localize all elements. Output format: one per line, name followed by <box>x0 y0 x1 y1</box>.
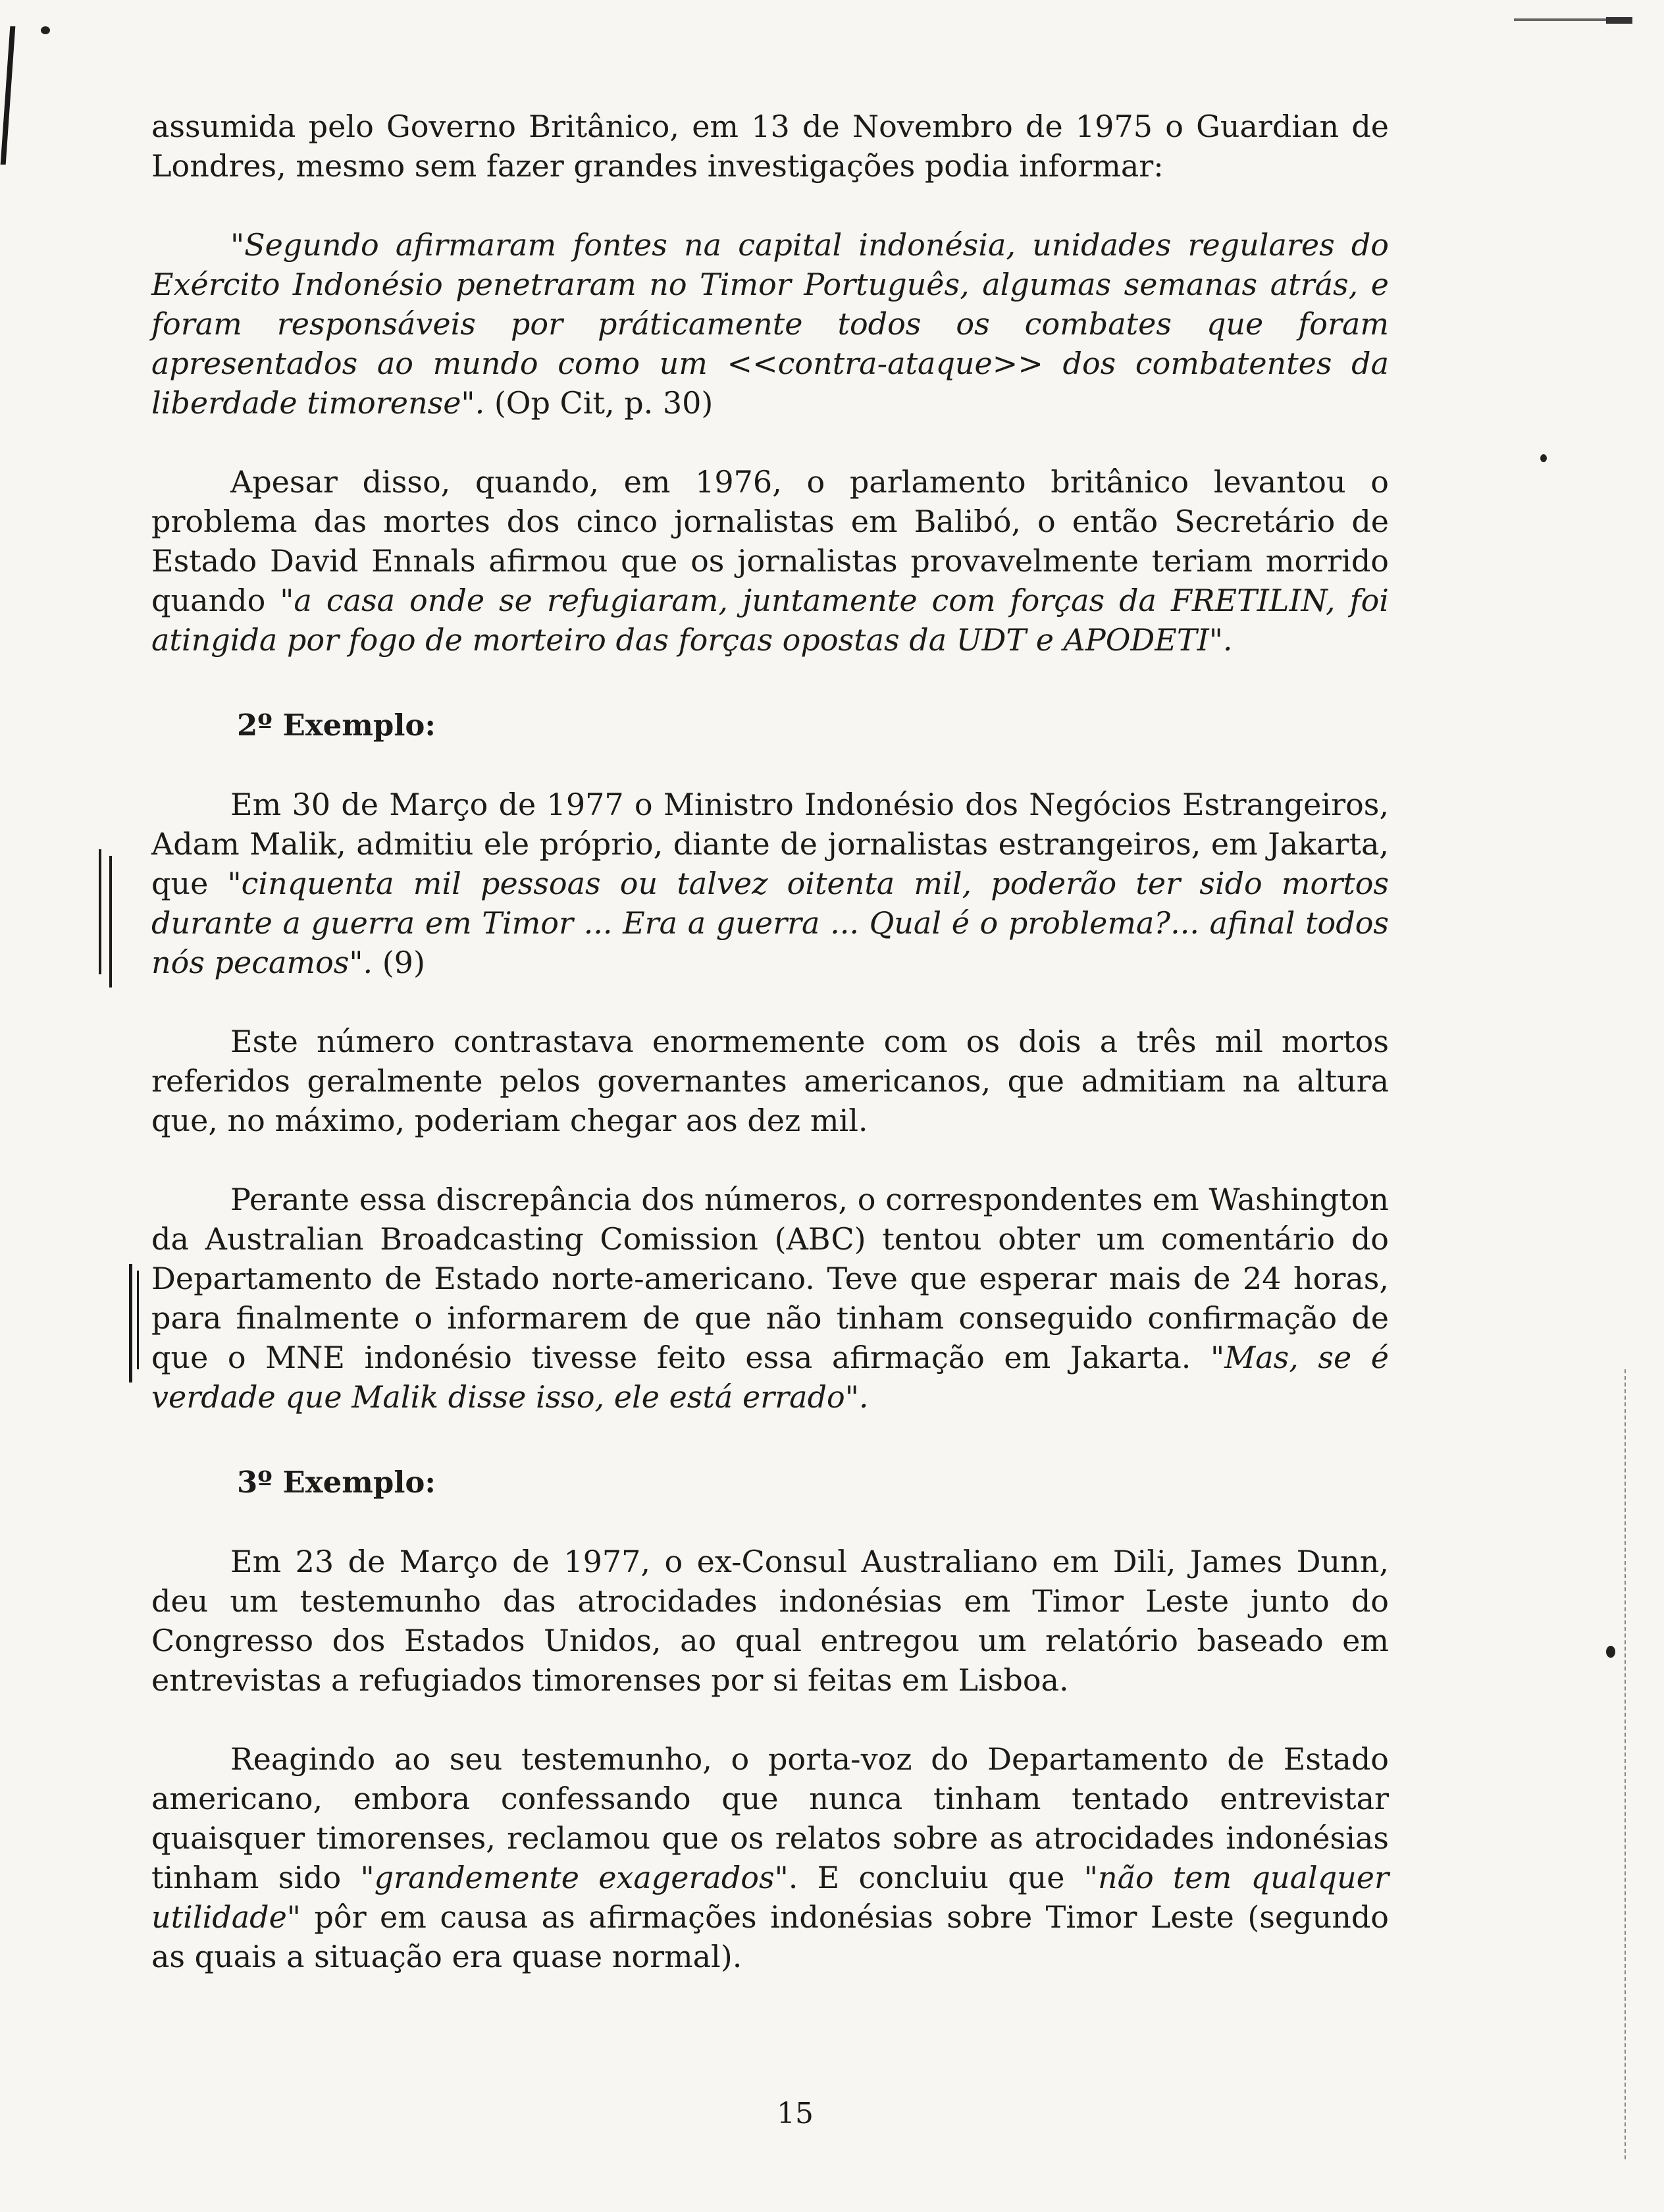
paragraph-7 <box>151 1739 1389 1976</box>
paragraph-3 <box>151 785 1389 982</box>
paragraph-2 <box>151 462 1389 660</box>
paragraph-7-text-c: pôr em causa as afirmações indonésias sobre Timor Leste (segundo as quais a situação era quase normal). <box>151 1899 1389 1974</box>
scan-speck <box>41 26 50 34</box>
paragraph-3-text: Em 30 de Março de 1977 o Ministro Indonésio dos Negócios Estrangeiros, Adam Malik, admitiu ele próprio, diante de jornalistas estrangeiros, em Jakarta, que <box>151 787 1389 901</box>
paragraph-2-quote: "a casa onde se refugiaram, juntamente com forças da FRETILIN, foi atingida por fogo de morteiro das forças opostas da UDT e APODETI". <box>151 583 1390 658</box>
right-speck-2 <box>1540 454 1547 462</box>
citation-op-cit: (Op Cit, p. 30) <box>484 385 714 421</box>
paragraph-5-text: Perante essa discrepância dos números, o correspondentes em Washington da Australian Broadcasting Comission (ABC) tentou obter um comentário do Departamento de Estado norte-americano. Teve que esperar mais de 24 horas, para finalmente o informarem de que não tinham conseguido confirmação de que o MNE indonésio tivesse feito essa afirmação em Jakarta. <box>151 1182 1389 1375</box>
paragraph-6: Em 23 de Março de 1977, o ex-Consul Australiano em Dili, James Dunn, deu um testemunho das atrocidades indonésias em Timor Leste junto do Congresso dos Estados Unidos, ao qual entregou um relatório baseado em entrevistas a refugiados timorenses por si feitas em Lisboa. <box>151 1544 1389 1698</box>
margin-bar-1 <box>99 849 101 974</box>
paragraph-7-quote-2: "não tem qualquer utilidade" <box>151 1860 1389 1935</box>
heading-example-2: 2º Exemplo: <box>237 708 436 743</box>
heading-example-3: 3º Exemplo: <box>237 1465 436 1500</box>
right-speck-1 <box>1606 1646 1615 1658</box>
top-right-mark <box>1514 18 1613 21</box>
paragraph-5-quote: "Mas, se é verdade que Malik disse isso, ele está errado". <box>151 1340 1389 1415</box>
paragraph-4: Este número contrastava enormemente com os dois a três mil mortos referidos geralmente pelos governantes americanos, que admitiam na altura que, no máximo, poderiam chegar aos dez mil. <box>151 1024 1389 1138</box>
margin-bar-4 <box>137 1271 139 1369</box>
paragraph-2-text: Apesar disso, quando, em 1976, o parlamento britânico levantou o problema das mortes dos cinco jornalistas em Balibó, o então Secretário de Estado David Ennals afirmou que os jornalistas provavelmente teriam morrido quando <box>151 464 1389 618</box>
top-right-mark-2 <box>1606 17 1632 24</box>
paragraph-3-quote: "cinquenta mil pessoas ou talvez oitenta mil, poderão ter sido mortos durante a guerra em Timor ... Era a guerra ... Qual é o problema?... afinal todos nós pecamos". <box>151 866 1390 980</box>
quote-guardian-text: "Segundo afirmaram fontes na capital indonésia, unidades regulares do Exército Indonésio penetraram no Timor Português, algumas semanas atrás, e foram responsáveis por práticamente todos os combates que foram apresentados ao mundo como um <<contra-ataque>> dos combatentes da liberdade timorense". <box>151 227 1389 421</box>
citation-9: (9) <box>373 945 425 980</box>
margin-bar-2 <box>109 856 112 988</box>
page-number: 15 <box>777 2097 814 2130</box>
paragraph-7-quote-1: "grandemente exagerados" <box>360 1860 789 1895</box>
right-edge-dashes <box>1625 1369 1626 2159</box>
paragraph-7-text-b: . E concluiu que <box>788 1860 1084 1895</box>
paragraph-7-text-a: Reagindo ao seu testemunho, o porta-voz do Departamento de Estado americano, embora confessando que nunca tinham tentado entrevistar quaisquer timorenses, reclamou que os relatos sobre as atrocidades indonésias tinham sido <box>151 1741 1389 1895</box>
margin-bar-3 <box>129 1264 132 1382</box>
body-text <box>151 107 1389 1976</box>
left-edge-mark <box>1 26 16 165</box>
quote-guardian <box>151 225 1389 423</box>
paragraph-1: assumida pelo Governo Britânico, em 13 de Novembro de 1975 o Guardian de Londres, mesmo sem fazer grandes investigações podia informar: <box>151 109 1389 184</box>
paragraph-5 <box>151 1180 1389 1417</box>
